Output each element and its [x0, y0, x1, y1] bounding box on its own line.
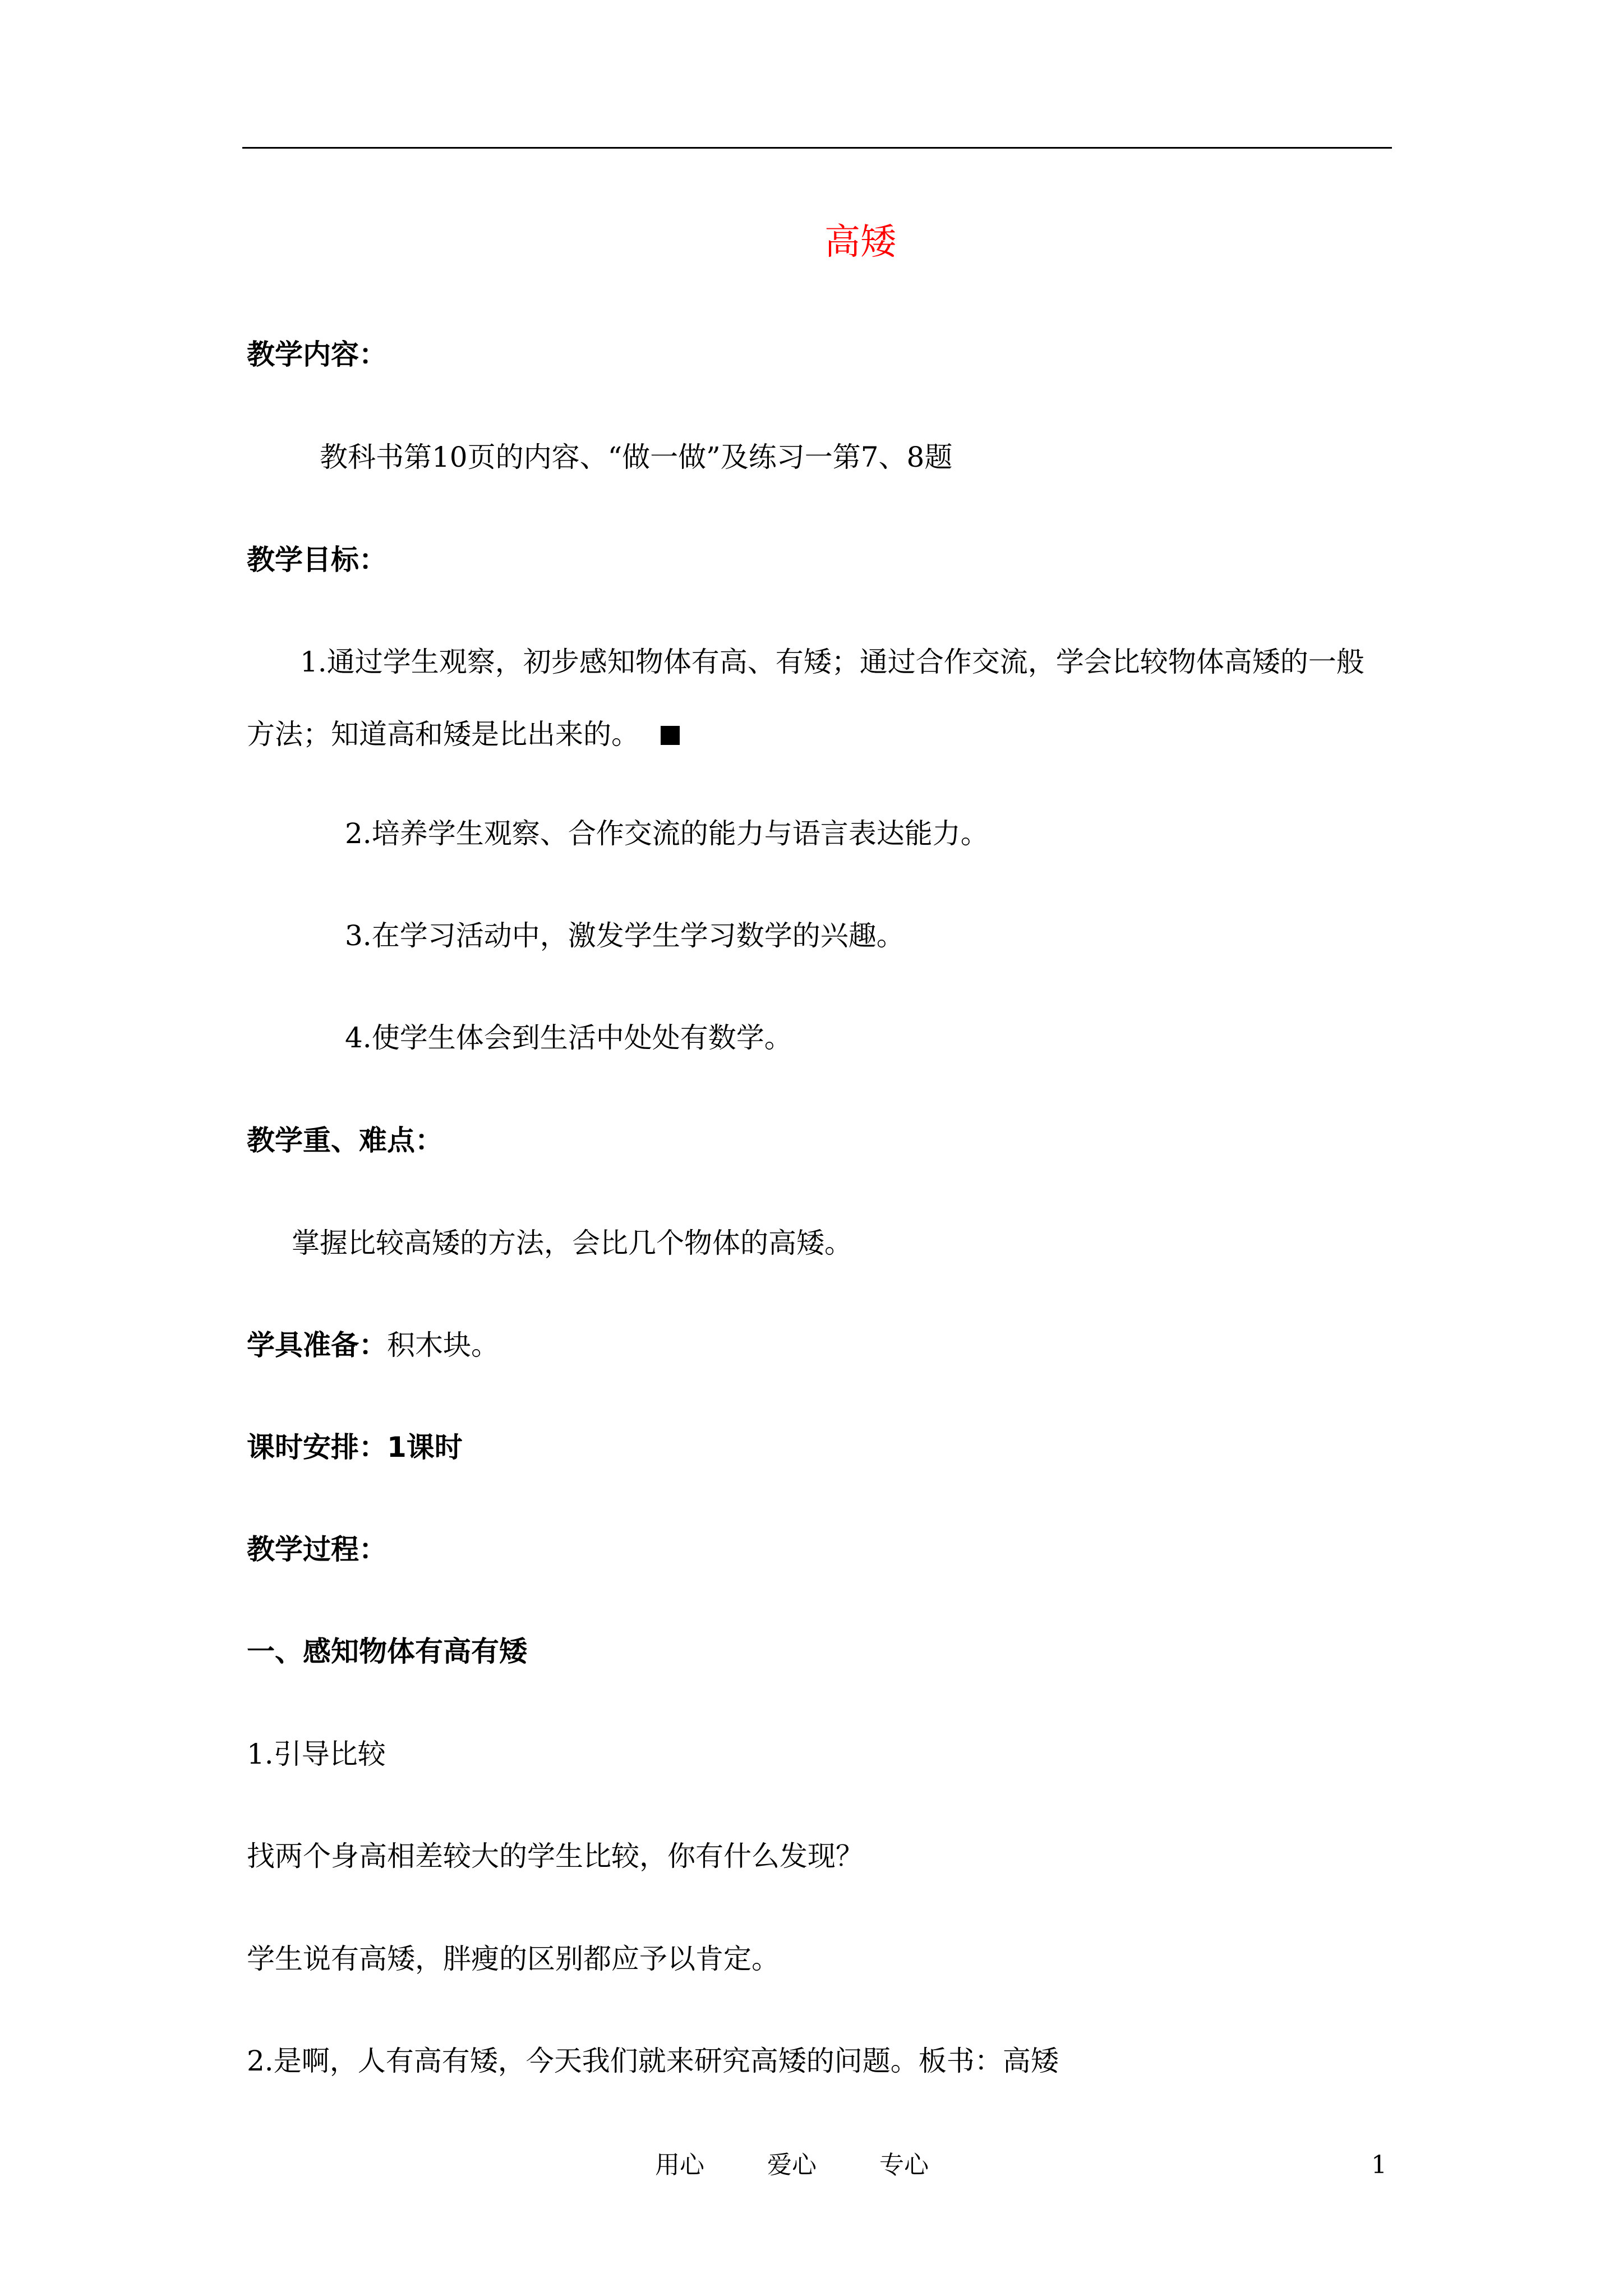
goal-1-line-2-text: 方法；知道高和矮是比出来的。	[247, 718, 639, 751]
process-step-2: 2.是啊，人有高有矮，今天我们就来研究高矮的问题。板书：高矮	[247, 2045, 1059, 2077]
black-square-icon	[661, 726, 680, 745]
teaching-goals-heading: 教学目标：	[247, 544, 387, 576]
goal-3: 3.在学习活动中，激发学生学习数学的兴趣。	[345, 919, 905, 952]
materials-value: 积木块。	[387, 1329, 499, 1361]
goal-1-line-1: 1.通过学生观察，初步感知物体有高、有矮；通过合作交流，学会比较物体高矮的一般	[300, 646, 1364, 678]
footer-motto-1: 用心	[655, 2151, 704, 2179]
page-number: 1	[1371, 2151, 1387, 2179]
goal-2: 2.培养学生观察、合作交流的能力与语言表达能力。	[345, 817, 989, 850]
goal-4: 4.使学生体会到生活中处处有数学。	[345, 1022, 792, 1054]
footer-motto-3: 专心	[879, 2151, 929, 2179]
header-rule	[242, 147, 1392, 149]
footer-motto-2: 爱心	[767, 2151, 817, 2179]
teaching-content-heading: 教学内容：	[247, 338, 387, 371]
key-points-heading: 教学重、难点：	[247, 1124, 443, 1157]
page-title: 高矮	[824, 222, 896, 263]
schedule-label: 课时安排：	[247, 1431, 387, 1464]
key-points-text: 掌握比较高矮的方法，会比几个物体的高矮。	[292, 1227, 852, 1259]
materials-line	[247, 1327, 499, 1363]
materials-label: 学具准备：	[247, 1329, 387, 1361]
goal-1-line-2	[247, 716, 680, 752]
process-step-1-question: 找两个身高相差较大的学生比较，你有什么发现？	[247, 1840, 864, 1872]
process-section-1: 一、感知物体有高有矮	[247, 1635, 527, 1668]
schedule-value: 1课时	[387, 1431, 463, 1464]
process-step-1: 1.引导比较	[247, 1738, 386, 1770]
process-step-1-answer: 学生说有高矮，胖瘦的区别都应予以肯定。	[247, 1943, 780, 1975]
schedule-line	[247, 1429, 463, 1465]
teaching-content-text: 教科书第10页的内容、“做一做”及练习一第7、8题	[320, 441, 953, 473]
process-heading: 教学过程：	[247, 1533, 387, 1566]
